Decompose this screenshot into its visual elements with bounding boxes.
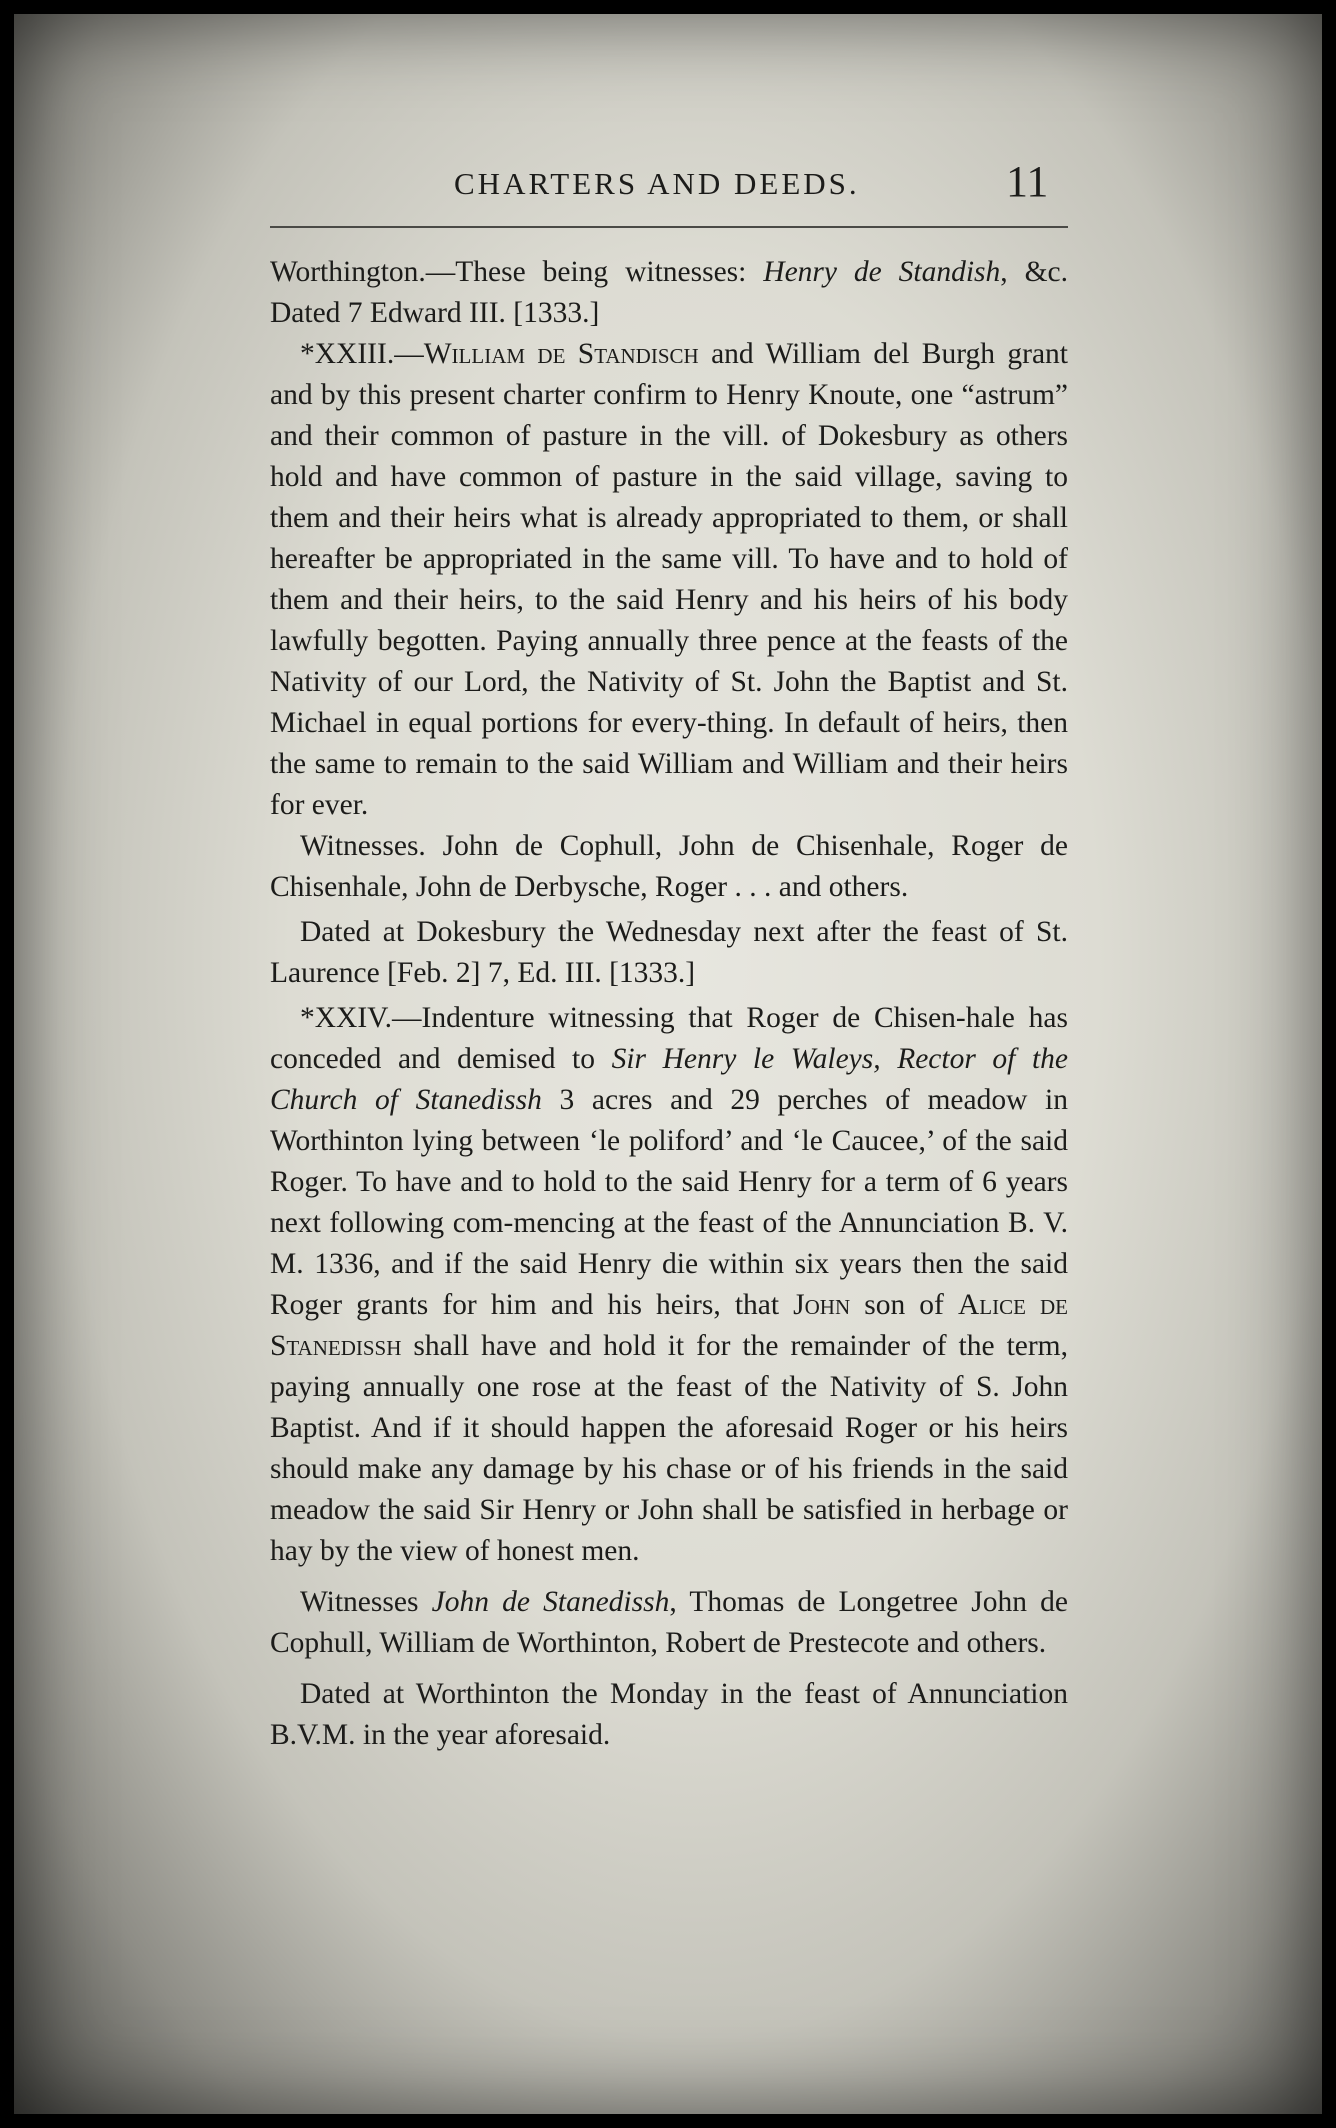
paragraph-text: , &c. Dated 7 Edward III. [1333.] [270,256,1069,329]
witness-name: Henry de Standish [763,256,1001,288]
page-body [270,252,1068,1756]
paragraph-text: Witnesses [300,1586,432,1618]
deed-xxiv [270,998,1068,1572]
book-page [14,14,1322,2114]
paragraph-text: 3 acres and 29 perches of meadow in Worthinton lying between ‘le poliford’ and ‘le Caucee,’ of the said Roger. To have and to hold to the said Henry for a term of 6 years next following com-mencing at the feast of the Annunciation B. V. M. 1336, and if the said Henry die within six years then the said Roger grants for him and his heirs, that [270,1084,1068,1321]
paragraph-text: , Thomas de Longetree John de Cophull, William de Worthinton, Robert de Prestecote and others. [270,1586,1069,1659]
witnesses-paragraph: Witnesses. John de Cophull, John de Chisenhale, Roger de Chisenhale, John de Derbysche, Roger . . . and others. [270,830,1068,903]
paragraph-text: *XXIV.—Indenture witnessing that Roger de Chisen-hale has conceded and demised to [270,1002,1068,1075]
paragraph-continuation [270,252,1068,334]
paragraph-text: shall have and hold it for the remainder of the term, paying annually one rose at the feast of the Nativity of S. John Baptist. And if it should happen the aforesaid Roger or his heirs should make any damage by his chase or of his friends in the said meadow the said Sir Henry or John shall be satisfied in herbage or hay by the view of honest men. [270,1330,1068,1567]
paragraph-text: and William del Burgh grant and by this present charter confirm to Henry Knoute, one “astrum” and their common of pasture in the vill. of Dokesbury as others hold and have common of pasture in the said village, saving to them and their heirs what is already appropriated to them, or shall hereafter be appropriated in the same vill. To have and to hold of them and their heirs, to the said Henry and his heirs of his body lawfully begotten. Paying annually three pence at the feasts of the Nativity of our Lord, the Nativity of St. John the Baptist and St. Michael in equal portions for every-thing. In default of heirs, then the same to remain to the said William and William and their heirs for ever. [270,338,1068,821]
grantee-name: Sir Henry le Waleys, Rector of the Church of Stanedissh [270,1043,1068,1116]
grantor-name: William de Standisch [423,338,699,370]
witnesses-paragraph-2 [270,1582,1068,1664]
deed-xxiii [270,334,1068,826]
paragraph-text: Worthington.—These being witnesses: [270,256,764,288]
page-number: 11 [1006,157,1049,206]
witness-name: John de Stanedissh [431,1586,670,1618]
header-rule [270,226,1068,228]
person-name: Alice de Stanedissh [270,1289,1069,1362]
dated-paragraph-2: Dated at Worthinton the Monday in the feast of Annunciation B.V.M. in the year aforesaid. [270,1678,1068,1751]
paragraph-text: son of [850,1289,958,1321]
person-name: John [793,1289,851,1321]
scan-frame [14,14,1322,2114]
running-title: CHARTERS AND DEEDS. [454,166,860,201]
deed-number: *XXIII.— [300,338,424,370]
dated-paragraph: Dated at Dokesbury the Wednesday next after the feast of St. Laurence [Feb. 2] 7, Ed. III. [1333.] [270,916,1068,989]
